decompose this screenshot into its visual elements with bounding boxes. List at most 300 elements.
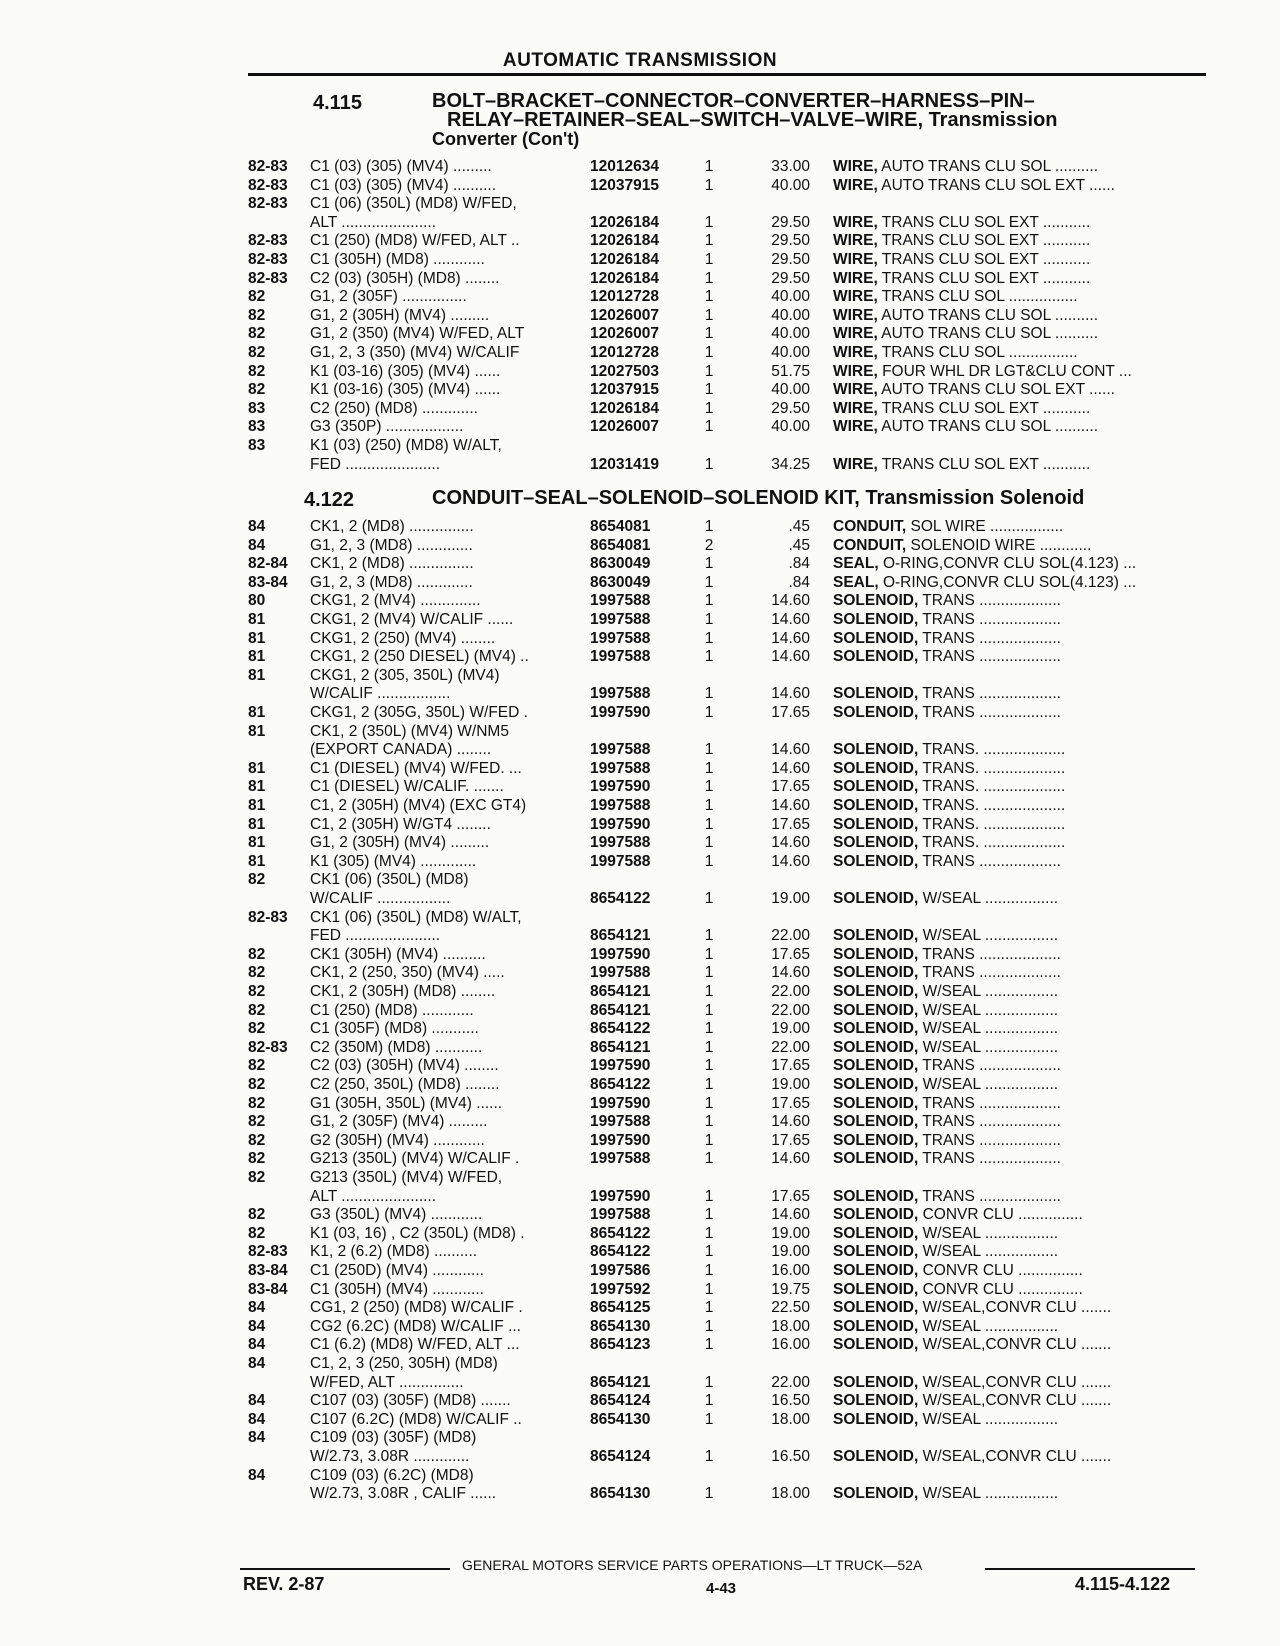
- part-name-keyword: WIRE,: [833, 455, 878, 473]
- quantity: 1: [704, 704, 714, 721]
- application: CKG1, 2 (MV4) ..............: [310, 592, 481, 610]
- part-name: [833, 592, 1205, 610]
- quantity: 1: [704, 518, 714, 535]
- part-number: 1997590: [590, 1057, 651, 1075]
- quantity: 1: [704, 455, 714, 473]
- model-year: 81: [248, 666, 266, 684]
- part-name: [833, 630, 1205, 648]
- model-year: 82: [248, 1076, 266, 1093]
- application: G1, 2 (350) (MV4) W/FED, ALT: [310, 325, 525, 343]
- price: 16.00: [771, 1336, 810, 1354]
- part-name: [833, 1262, 1205, 1280]
- price: 19.00: [771, 1243, 810, 1261]
- part-number: 8630049: [590, 555, 651, 573]
- part-name: [833, 214, 1205, 232]
- part-name-detail: TRANS ...................: [918, 1057, 1061, 1075]
- price: 14.60: [771, 1206, 810, 1224]
- part-name-keyword: WIRE,: [833, 418, 878, 436]
- table-row: [0, 381, 1280, 399]
- application: K1 (305) (MV4) .............: [310, 852, 477, 870]
- table-row: [0, 1057, 1280, 1075]
- part-number: 8654122: [590, 1224, 651, 1242]
- price: 14.60: [771, 759, 810, 777]
- model-year: 82: [248, 288, 266, 306]
- part-name-keyword: SOLENOID,: [833, 1336, 919, 1354]
- part-number: 1997588: [590, 592, 651, 610]
- application: CKG1, 2 (250 DIESEL) (MV4) ..: [310, 648, 529, 666]
- part-name-detail: TRANS CLU SOL ................: [877, 344, 1078, 361]
- table-row: [0, 1095, 1280, 1113]
- part-name: [833, 1095, 1205, 1113]
- application: C2 (250) (MD8) .............: [310, 399, 478, 417]
- part-name: [833, 611, 1205, 629]
- model-year: 82: [248, 983, 266, 1000]
- part-name-detail: W/SEAL,CONVR CLU .......: [918, 1299, 1112, 1317]
- application: C1 (6.2) (MD8) W/FED, ALT ...: [310, 1336, 520, 1354]
- price: 14.60: [771, 797, 810, 814]
- price: 29.50: [771, 232, 810, 250]
- part-name-detail: W/SEAL,CONVR CLU .......: [918, 1373, 1112, 1391]
- part-name-detail: W/SEAL .................: [918, 1410, 1059, 1428]
- part-name-detail: O-RING,CONVR CLU SOL(4.123) ...: [878, 555, 1137, 573]
- part-name: [833, 1150, 1205, 1168]
- part-number: 1997590: [590, 1187, 651, 1205]
- application: CK1, 2 (MD8) ...............: [310, 518, 474, 535]
- part-name-detail: W/SEAL .................: [918, 1038, 1059, 1056]
- table-row: [0, 1206, 1280, 1224]
- part-number: 1997588: [590, 1113, 651, 1131]
- table-row: [0, 214, 1280, 232]
- part-number: 12012728: [590, 344, 659, 361]
- part-name-detail: TRANS ...................: [918, 648, 1061, 666]
- price: 14.60: [771, 611, 810, 628]
- model-year: 84: [248, 1392, 266, 1410]
- part-number: 1997590: [590, 1131, 651, 1149]
- part-name: [833, 1336, 1205, 1354]
- part-name: [833, 1281, 1205, 1299]
- application: W/2.73, 3.08R .............: [310, 1448, 470, 1465]
- application: CK1, 2 (250, 350) (MV4) .....: [310, 964, 505, 982]
- part-name: [833, 1039, 1205, 1057]
- application: CKG1, 2 (250) (MV4) ........: [310, 629, 496, 647]
- part-name: [833, 1374, 1205, 1392]
- quantity: 1: [704, 1113, 714, 1131]
- part-name: [833, 325, 1205, 343]
- price: 19.00: [771, 1020, 810, 1038]
- table-row: [0, 1411, 1280, 1429]
- quantity: 2: [704, 536, 714, 554]
- quantity: 1: [704, 1057, 714, 1075]
- table-row: [0, 1467, 1280, 1485]
- footer-rule-left: [240, 1568, 450, 1570]
- part-name-keyword: SOLENOID,: [833, 778, 919, 796]
- part-name: [833, 816, 1205, 834]
- quantity: 1: [704, 1448, 714, 1465]
- model-year: 81: [248, 722, 266, 740]
- table-row: [0, 723, 1280, 741]
- part-name: [833, 778, 1205, 796]
- part-number: 12026184: [590, 269, 659, 287]
- table-row: [0, 648, 1280, 666]
- model-year: 84: [248, 536, 266, 554]
- quantity: 1: [704, 399, 714, 417]
- part-name-detail: AUTO TRANS CLU SOL ..........: [877, 325, 1098, 343]
- application: G3 (350P) ..................: [310, 418, 464, 436]
- model-year: 82: [248, 964, 266, 982]
- price: 18.00: [771, 1410, 810, 1428]
- model-year: 82: [248, 362, 266, 380]
- part-number: 8654124: [590, 1392, 651, 1410]
- page-header-title: AUTOMATIC TRANSMISSION: [502, 50, 778, 71]
- part-number: 8654123: [590, 1336, 651, 1354]
- table-row: [0, 983, 1280, 1001]
- part-name-keyword: WIRE,: [833, 213, 878, 231]
- table-row: [0, 685, 1280, 703]
- application: (EXPORT CANADA) ........: [310, 741, 492, 759]
- model-year: 82: [248, 381, 266, 399]
- price: 14.60: [771, 834, 810, 852]
- price: 40.00: [771, 176, 810, 194]
- footer-rule-right: [985, 1568, 1195, 1570]
- part-name-keyword: SOLENOID,: [833, 592, 919, 610]
- price: 18.00: [771, 1317, 810, 1335]
- table-row: [0, 537, 1280, 555]
- section-title: CONDUIT–SEAL–SOLENOID–SOLENOID KIT, Transmission Solenoid: [432, 487, 1085, 509]
- part-name-detail: TRANS ...................: [918, 1113, 1061, 1131]
- part-name: [833, 834, 1205, 852]
- part-name-keyword: WIRE,: [833, 362, 878, 380]
- quantity: 1: [704, 759, 714, 777]
- application: C1 (305H) (MV4) ............: [310, 1280, 484, 1298]
- part-name-keyword: SOLENOID,: [833, 815, 919, 833]
- part-name: [833, 537, 1205, 555]
- part-name-detail: O-RING,CONVR CLU SOL(4.123) ...: [878, 573, 1137, 591]
- application: K1 (03-16) (305) (MV4) ......: [310, 381, 501, 399]
- price: 16.00: [771, 1262, 810, 1279]
- table-row: [0, 1169, 1280, 1187]
- model-year: 82: [248, 1094, 266, 1112]
- application: K1 (03) (250) (MD8) W/ALT,: [310, 437, 502, 454]
- table-row: [0, 964, 1280, 982]
- model-year: 83-84: [248, 1262, 288, 1279]
- part-number: 1997590: [590, 778, 651, 796]
- part-number: 1997588: [590, 1150, 651, 1168]
- part-name: [833, 158, 1205, 176]
- part-name-detail: SOLENOID WIRE ............: [906, 536, 1092, 554]
- part-name-detail: TRANS CLU SOL EXT ...........: [877, 232, 1091, 250]
- part-name-detail: TRANS ...................: [918, 964, 1061, 982]
- part-name-detail: TRANS ...................: [918, 1131, 1061, 1149]
- price: 22.00: [771, 1038, 810, 1056]
- part-number: 1997590: [590, 815, 651, 833]
- section-number: 4.122: [304, 489, 355, 511]
- table-row: [0, 909, 1280, 927]
- part-name-keyword: SOLENOID,: [833, 1001, 919, 1019]
- part-number: 12012634: [590, 158, 659, 175]
- part-name-keyword: SOLENOID,: [833, 852, 919, 870]
- section-range: 4.115-4.122: [1075, 1574, 1171, 1594]
- model-year: 84: [248, 1336, 266, 1354]
- part-name-detail: W/SEAL .................: [918, 1224, 1059, 1242]
- application: C1, 2, 3 (250, 305H) (MD8): [310, 1355, 498, 1372]
- part-name-detail: W/SEAL .................: [918, 1076, 1059, 1093]
- application: CK1 (06) (350L) (MD8) W/ALT,: [310, 908, 522, 926]
- price: 14.60: [771, 685, 810, 703]
- part-name: [833, 890, 1205, 908]
- part-name-keyword: SOLENOID,: [833, 1206, 919, 1224]
- model-year: 82: [248, 945, 266, 963]
- price: 17.65: [771, 815, 810, 833]
- application: FED ......................: [310, 927, 441, 945]
- part-name-keyword: SOLENOID,: [833, 1280, 919, 1298]
- part-name: [833, 983, 1205, 1001]
- price: 14.60: [771, 852, 810, 870]
- part-number: 1997588: [590, 648, 651, 666]
- model-year: 82: [248, 1131, 266, 1149]
- table-row: [0, 1150, 1280, 1168]
- part-name-detail: W/SEAL .................: [918, 890, 1059, 907]
- price: 17.65: [771, 778, 810, 796]
- table-row: [0, 871, 1280, 889]
- part-name-detail: TRANS CLU SOL EXT ...........: [877, 399, 1091, 417]
- table-row: [0, 704, 1280, 722]
- part-number: 8654130: [590, 1410, 651, 1428]
- quantity: 1: [704, 288, 714, 306]
- price: .84: [788, 555, 810, 573]
- part-name-detail: AUTO TRANS CLU SOL EXT ......: [877, 381, 1115, 399]
- table-row: [0, 518, 1280, 536]
- part-number: 1997588: [590, 1206, 651, 1224]
- application: K1, 2 (6.2) (MD8) ..........: [310, 1243, 478, 1261]
- part-name-detail: TRANS ...................: [918, 1187, 1061, 1205]
- table-row: [0, 667, 1280, 685]
- part-name-keyword: SOLENOID,: [833, 1448, 919, 1465]
- quantity: 1: [704, 1373, 714, 1391]
- quantity: 1: [704, 629, 714, 647]
- price: 40.00: [771, 306, 810, 324]
- quantity: 1: [704, 1131, 714, 1149]
- part-name-keyword: SOLENOID,: [833, 1485, 919, 1503]
- application: G1, 2 (305H) (MV4) .........: [310, 306, 490, 324]
- part-name: [833, 741, 1205, 759]
- quantity: 1: [704, 1001, 714, 1019]
- model-year: 83: [248, 437, 266, 454]
- part-name-keyword: CONDUIT,: [833, 536, 907, 554]
- part-name: [833, 1020, 1205, 1038]
- part-name: [833, 1057, 1205, 1075]
- price: 17.65: [771, 1057, 810, 1075]
- price: 14.60: [771, 592, 810, 610]
- model-year: 82: [248, 1169, 266, 1186]
- part-name: [833, 270, 1205, 288]
- price: 14.60: [771, 1150, 810, 1168]
- table-row: [0, 834, 1280, 852]
- part-name-keyword: WIRE,: [833, 158, 878, 175]
- table-row: [0, 1336, 1280, 1354]
- model-year: 81: [248, 759, 266, 777]
- quantity: 1: [704, 685, 714, 703]
- price: .45: [788, 518, 810, 535]
- quantity: 1: [704, 611, 714, 628]
- table-row: [0, 1392, 1280, 1410]
- part-name: [833, 946, 1205, 964]
- quantity: 1: [704, 778, 714, 796]
- application: G1, 2 (305H) (MV4) .........: [310, 834, 490, 852]
- quantity: 1: [704, 1224, 714, 1242]
- part-number: 8654121: [590, 1373, 651, 1391]
- application: C2 (350M) (MD8) ...........: [310, 1038, 483, 1056]
- application: C1 (250) (MD8) ............: [310, 1001, 474, 1019]
- price: 22.50: [771, 1299, 810, 1317]
- part-name-detail: TRANS ...................: [918, 611, 1061, 628]
- part-name: [833, 704, 1205, 722]
- quantity: 1: [704, 1187, 714, 1205]
- application: G213 (350L) (MV4) W/FED,: [310, 1169, 503, 1186]
- part-name-detail: TRANS ...................: [918, 629, 1061, 647]
- model-year: 84: [248, 1410, 266, 1428]
- application: C1 (DIESEL) (MV4) W/FED. ...: [310, 759, 522, 777]
- model-year: 82-83: [248, 158, 288, 175]
- model-year: 82: [248, 1113, 266, 1131]
- table-row: [0, 946, 1280, 964]
- table-row: [0, 853, 1280, 871]
- quantity: 1: [704, 158, 714, 175]
- table-row: [0, 1485, 1280, 1503]
- part-name-keyword: SOLENOID,: [833, 1113, 919, 1131]
- application: C107 (03) (305F) (MD8) .......: [310, 1392, 511, 1410]
- table-row: [0, 1299, 1280, 1317]
- application: CG2 (6.2C) (MD8) W/CALIF ...: [310, 1317, 521, 1335]
- application: CK1 (305H) (MV4) ..........: [310, 945, 486, 963]
- part-number: 12026184: [590, 232, 659, 250]
- quantity: 1: [704, 362, 714, 380]
- table-row: [0, 1132, 1280, 1150]
- part-name-detail: TRANS. ...................: [918, 778, 1066, 796]
- part-number: 12012728: [590, 288, 659, 306]
- price: 29.50: [771, 251, 810, 268]
- model-year: 82: [248, 871, 266, 889]
- price: 14.60: [771, 1113, 810, 1131]
- part-name-keyword: SOLENOID,: [833, 1262, 919, 1279]
- part-name-keyword: WIRE,: [833, 251, 878, 268]
- part-name-detail: W/SEAL,CONVR CLU .......: [918, 1392, 1112, 1410]
- part-name: [833, 381, 1205, 399]
- price: 18.00: [771, 1485, 810, 1503]
- application: CKG1, 2 (305, 350L) (MV4): [310, 666, 500, 684]
- application: W/CALIF .................: [310, 890, 451, 907]
- application: C2 (03) (305H) (MD8) ........: [310, 269, 500, 287]
- part-name-detail: AUTO TRANS CLU SOL ..........: [877, 306, 1098, 324]
- model-year: 82-83: [248, 176, 288, 194]
- table-row: [0, 1318, 1280, 1336]
- model-year: 83-84: [248, 573, 288, 591]
- price: 17.65: [771, 1094, 810, 1112]
- part-number: 1997588: [590, 834, 651, 852]
- part-number: 1997586: [590, 1262, 651, 1279]
- model-year: 82-83: [248, 908, 288, 926]
- part-number: 12037915: [590, 381, 659, 399]
- footer-publisher: GENERAL MOTORS SERVICE PARTS OPERATIONS—LT TRUCK—52A: [462, 1557, 923, 1573]
- application: G1, 2, 3 (MD8) .............: [310, 536, 473, 554]
- quantity: 1: [704, 834, 714, 852]
- part-name: [833, 1318, 1205, 1336]
- part-name-detail: AUTO TRANS CLU SOL EXT ......: [877, 176, 1115, 194]
- part-number: 12026007: [590, 306, 659, 324]
- model-year: 82: [248, 1001, 266, 1019]
- model-year: 81: [248, 852, 266, 870]
- application: C1 (250) (MD8) W/FED, ALT ..: [310, 232, 520, 250]
- model-year: 84: [248, 1429, 266, 1447]
- quantity: 1: [704, 741, 714, 759]
- revision-date: REV. 2-87: [243, 1574, 325, 1594]
- price: 17.65: [771, 704, 810, 721]
- model-year: 81: [248, 629, 266, 647]
- part-name-keyword: SOLENOID,: [833, 1410, 919, 1428]
- part-name-keyword: SOLENOID,: [833, 1317, 919, 1335]
- part-name-keyword: WIRE,: [833, 176, 878, 194]
- application: CK1, 2 (305H) (MD8) ........: [310, 983, 496, 1000]
- model-year: 83-84: [248, 1280, 288, 1298]
- model-year: 82-83: [248, 195, 288, 213]
- application: W/2.73, 3.08R , CALIF ......: [310, 1485, 497, 1503]
- part-number: 1997588: [590, 629, 651, 647]
- part-name: [833, 1002, 1205, 1020]
- application: FED ......................: [310, 455, 441, 473]
- page-number: 4-43: [706, 1580, 737, 1597]
- part-name: [833, 1411, 1205, 1429]
- part-name-detail: TRANS ...................: [918, 592, 1061, 610]
- table-row: [0, 555, 1280, 573]
- part-name-detail: TRANS ...................: [918, 945, 1061, 963]
- part-number: 8654121: [590, 983, 651, 1000]
- quantity: 1: [704, 269, 714, 287]
- part-name-keyword: SOLENOID,: [833, 1373, 919, 1391]
- application: CKG1, 2 (305G, 350L) W/FED .: [310, 704, 528, 721]
- part-name-detail: TRANS ...................: [918, 1150, 1061, 1168]
- part-name-keyword: WIRE,: [833, 399, 878, 417]
- part-name-keyword: SOLENOID,: [833, 1038, 919, 1056]
- model-year: 82-83: [248, 1038, 288, 1056]
- part-number: 8654121: [590, 927, 651, 945]
- quantity: 1: [704, 573, 714, 591]
- quantity: 1: [704, 1280, 714, 1298]
- table-row: [0, 611, 1280, 629]
- model-year: 82-84: [248, 555, 288, 573]
- quantity: 1: [704, 983, 714, 1000]
- part-name-detail: TRANS. ...................: [918, 797, 1066, 814]
- part-name-keyword: SEAL,: [833, 573, 879, 591]
- quantity: 1: [704, 1336, 714, 1354]
- price: 14.60: [771, 648, 810, 666]
- part-name-keyword: WIRE,: [833, 306, 878, 324]
- price: 17.65: [771, 1187, 810, 1205]
- price: 40.00: [771, 381, 810, 399]
- application: G1, 2 (305F) (MV4) .........: [310, 1113, 488, 1131]
- part-number: 1997588: [590, 611, 651, 628]
- price: 19.00: [771, 890, 810, 907]
- price: 16.50: [771, 1448, 810, 1465]
- application: CK1, 2 (350L) (MV4) W/NM5: [310, 722, 509, 740]
- part-name-keyword: SOLENOID,: [833, 927, 919, 945]
- part-number: 1997588: [590, 797, 651, 814]
- part-number: 8654124: [590, 1448, 651, 1465]
- quantity: 1: [704, 945, 714, 963]
- part-name-keyword: SOLENOID,: [833, 759, 919, 777]
- part-name-keyword: SOLENOID,: [833, 1057, 919, 1075]
- table-row: [0, 363, 1280, 381]
- part-name-detail: AUTO TRANS CLU SOL ..........: [877, 158, 1098, 175]
- part-name-keyword: SOLENOID,: [833, 1131, 919, 1149]
